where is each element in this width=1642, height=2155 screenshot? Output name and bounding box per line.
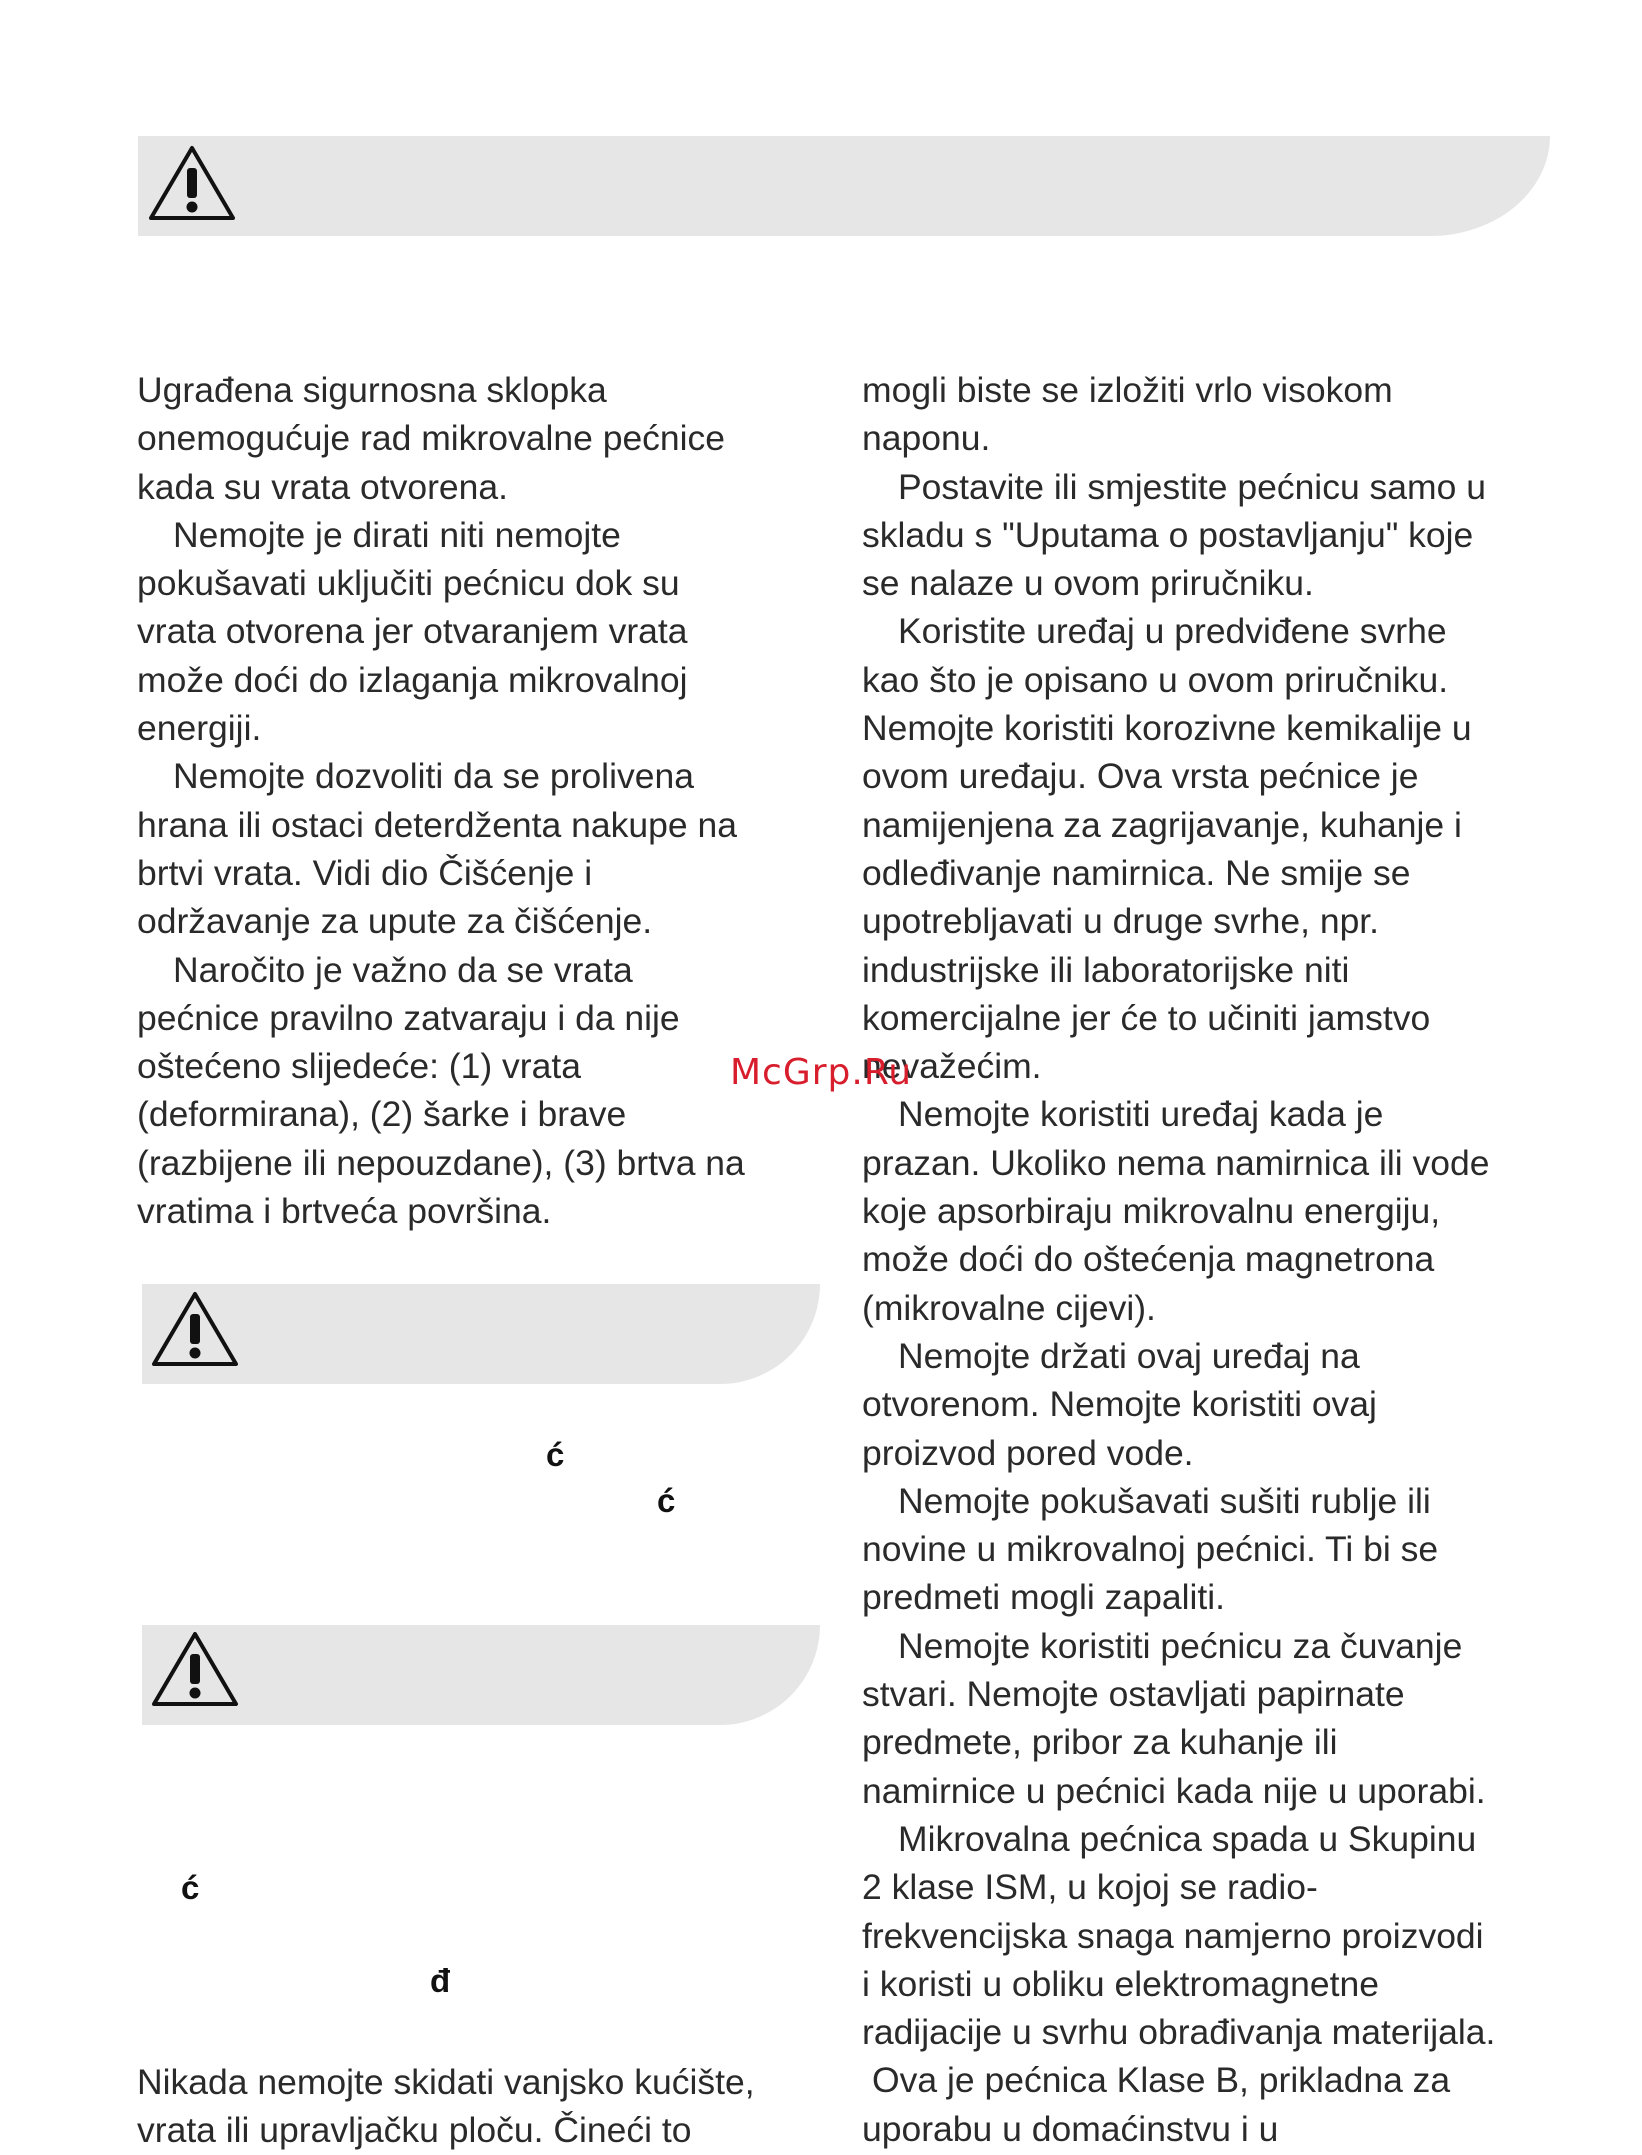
text-line: stvari. Nemojte ostavljati papirnate (862, 1674, 1405, 1715)
text-line: (mikrovalne cijevi). (862, 1287, 1156, 1328)
text-line: (deformirana), (2) šarke i brave (137, 1094, 627, 1135)
text-line: Nemojte koristiti pećnicu za čuvanje (898, 1625, 1463, 1666)
text-line: Nemojte dozvoliti da se prolivena (173, 756, 694, 797)
text-line: energiji. (137, 708, 262, 749)
text-line: Ugrađena sigurnosna sklopka (137, 370, 607, 410)
text-line: Nemojte je dirati niti nemojte (173, 514, 621, 555)
text-line: se nalaze u ovom priručniku. (862, 563, 1314, 604)
text-line: ovom uređaju. Ova vrsta pećnice je (862, 756, 1419, 797)
text-line: vrata ili upravljačku ploču. Čineći to (137, 2110, 692, 2151)
text-line: prazan. Ukoliko nema namirnica ili vode (862, 1142, 1490, 1183)
warning-triangle-icon (150, 1630, 240, 1710)
text-line: Naročito je važno da se vrata (173, 949, 633, 990)
text-line: brtvi vrata. Vidi dio Čišćenje i (137, 852, 593, 893)
text-line: naponu. (862, 418, 991, 459)
warning-banner-top (138, 136, 1550, 236)
text-line: predmete, pribor za kuhanje ili (862, 1722, 1338, 1763)
text-line: može doći do izlaganja mikrovalnoj (137, 659, 688, 700)
left-column-bottom-text (137, 2058, 755, 2155)
text-line: Nikada nemojte skidati vanjsko kućište, (137, 2062, 755, 2102)
text-line: onemogućuje rad mikrovalne pećnice (137, 418, 726, 459)
text-line: Ova je pećnica Klase B, prikladna za (872, 2060, 1451, 2101)
text-line: kao što je opisano u ovom priručniku. (862, 659, 1449, 700)
text-line: vratima i brtveća površina. (137, 1191, 552, 1232)
text-line: upotrebljavati u druge svrhe, npr. (862, 901, 1380, 942)
text-line: proizvod pored vode. (862, 1432, 1194, 1473)
text-line: frekvencijska snaga namjerno proizvodi (862, 1915, 1484, 1956)
text-line: skladu s "Uputama o postavljanju" koje (862, 514, 1474, 555)
text-line: Nemojte držati ovaj uređaj na (898, 1335, 1360, 1376)
text-line: industrijske ili laboratorijske niti (862, 949, 1350, 990)
text-line: 2 klase ISM, u kojoj se radio- (862, 1867, 1318, 1908)
text-line: može doći do oštećenja magnetrona (862, 1239, 1435, 1280)
warning-banner-middle-2 (142, 1625, 820, 1725)
text-line: oštećeno slijedeće: (1) vrata (137, 1046, 581, 1087)
text-line: radijacije u svrhu obrađivanja materijala. (862, 2012, 1496, 2053)
text-line: (razbijene ili nepouzdane), (3) brtva na (137, 1142, 745, 1183)
text-line: Koristite uređaj u predviđene svrhe (898, 611, 1447, 652)
text-fragment: ć (546, 1436, 565, 1473)
text-line: novine u mikrovalnoj pećnici. Ti bi se (862, 1529, 1439, 1570)
text-line: Nemojte koristiti korozivne kemikalije u (862, 708, 1472, 749)
text-line: Nemojte koristiti uređaj kada je (898, 1094, 1384, 1135)
text-line: i koristi u obliku elektromagnetne (862, 1963, 1379, 2004)
text-line: namijenjena za zagrijavanje, kuhanje i (862, 804, 1462, 845)
text-line: vrata otvorena jer otvaranjem vrata (137, 611, 688, 652)
text-line: pećnice pravilno zatvaraju i da nije (137, 997, 680, 1038)
text-fragment: ć (181, 1869, 200, 1906)
text-line: nevažećim. (862, 1046, 1042, 1087)
text-fragment: ć (657, 1482, 676, 1519)
warning-triangle-icon (147, 144, 237, 224)
warning-triangle-icon (150, 1290, 240, 1370)
right-column-text (862, 366, 1495, 2153)
text-line: hrana ili ostaci deterdženta nakupe na (137, 804, 737, 845)
text-line: Mikrovalna pećnica spada u Skupinu (898, 1818, 1477, 1859)
text-fragment: đ (430, 1962, 451, 1999)
text-line: pokušavati uključiti pećnicu dok su (137, 563, 680, 604)
left-column-text (137, 366, 745, 1235)
text-line: mogli biste se izložiti vrlo visokom (862, 370, 1393, 410)
watermark: McGrp.Ru (730, 1052, 913, 1093)
text-line: Postavite ili smjestite pećnicu samo u (898, 466, 1486, 507)
text-line: odleđivanje namirnica. Ne smije se (862, 852, 1411, 893)
text-line: kada su vrata otvorena. (137, 466, 508, 507)
text-line: koje apsorbiraju mikrovalnu energiju, (862, 1191, 1441, 1232)
text-line: komercijalne jer će to učiniti jamstvo (862, 997, 1431, 1038)
text-line: održavanje za upute za čišćenje. (137, 901, 653, 942)
text-line: predmeti mogli zapaliti. (862, 1577, 1226, 1618)
text-line: namirnice u pećnici kada nije u uporabi. (862, 1770, 1486, 1811)
text-line: uporabu u domaćinstvu i u (862, 2108, 1279, 2149)
text-line: otvorenom. Nemojte koristiti ovaj (862, 1384, 1377, 1425)
text-line: Nemojte pokušavati sušiti rublje ili (898, 1480, 1431, 1521)
warning-banner-middle-1 (142, 1284, 820, 1384)
